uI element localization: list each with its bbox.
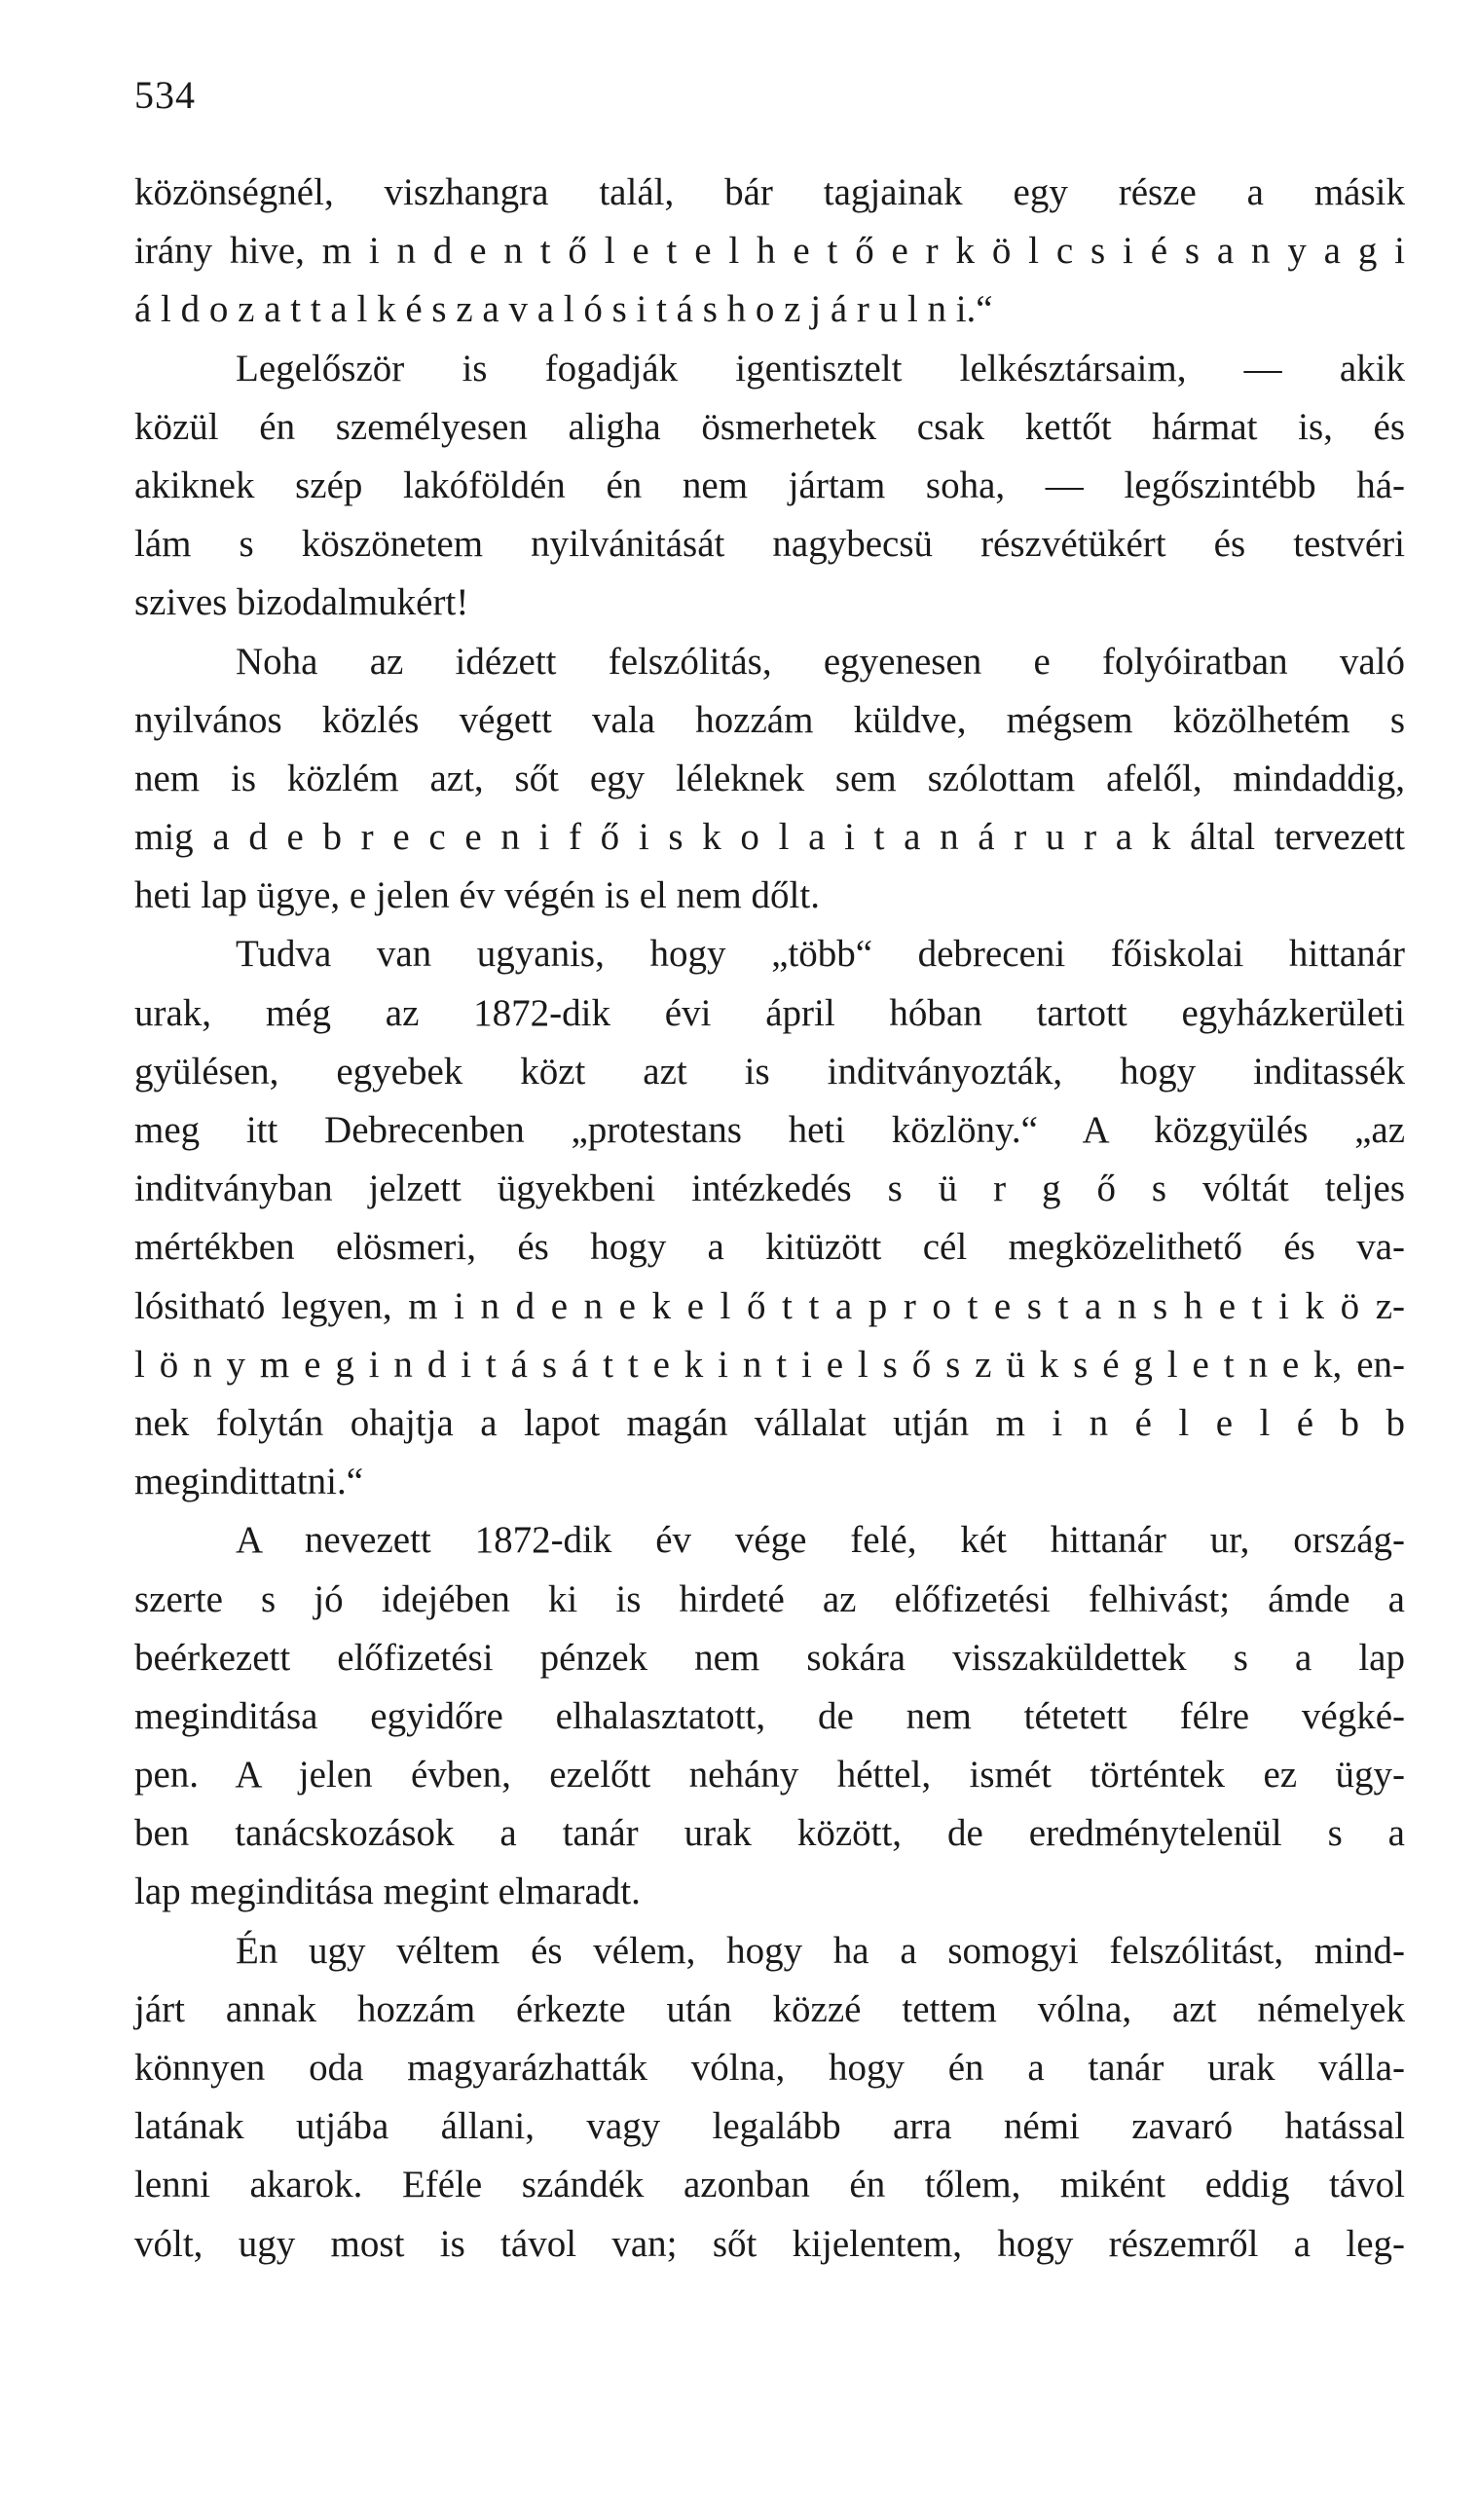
- paragraph-first-line: Legelőször is fogadják igentisztelt lelkésztársaim, — akik: [236, 347, 1405, 389]
- text-line: meginditása egyidőre elhalasztatott, de nem tétetett félre végké-: [134, 1694, 1405, 1737]
- text-line: járt annak hozzám érkezte után közzé tettem vólna, azt némelyek: [134, 1987, 1405, 2030]
- body-text: [134, 164, 1405, 2274]
- text-line: szerte s jó idejében ki is hirdeté az előfizetési felhivást; ámde a: [134, 1577, 1405, 1620]
- text-line: inditványban jelzett ügyekbeni intézkedés s ü r g ő s vóltát teljes: [134, 1167, 1405, 1210]
- text-line: lám s köszönetem nyilvánitását nagybecsü részvétükért és testvéri: [134, 523, 1405, 566]
- text-line: meg itt Debrecenben „protestans heti közlöny.“ A közgyülés „az: [134, 1109, 1405, 1151]
- paragraph-first-line: Én ugy véltem és vélem, hogy ha a somogyi felszólitást, mind-: [236, 1929, 1405, 1972]
- text-line: megindittatni.“: [134, 1461, 364, 1503]
- text-line: nek folytán ohajtja a lapot magán vállalat utján m i n é l e l é b b: [134, 1401, 1405, 1444]
- text-line: l ö n y m e g i n d i t á s á t t e k i n t i e l s ő s z ü k s é g l e t n e k, en-: [134, 1343, 1405, 1386]
- text-line: gyülésen, egyebek közt azt is inditványozták, hogy inditassék: [134, 1050, 1405, 1093]
- text-line: szives bizodalmukért!: [134, 581, 469, 624]
- paragraph-first-line: A nevezett 1872-dik év vége felé, két hittanár ur, ország-: [236, 1519, 1405, 1562]
- paragraph-first-line: Tudva van ugyanis, hogy „több“ debreceni főiskolai hittanár: [236, 933, 1405, 976]
- text-line: urak, még az 1872-dik évi ápril hóban tartott egyházkerületi: [134, 991, 1405, 1034]
- text-line: heti lap ügye, e jelen év végén is el nem dőlt.: [134, 874, 820, 917]
- text-line: akiknek szép lakóföldén én nem jártam soha, — legőszintébb há-: [134, 463, 1405, 506]
- text-line: könnyen oda magyarázhatták vólna, hogy én a tanár urak válla-: [134, 2047, 1405, 2089]
- page-number: 534: [134, 73, 196, 117]
- text-line: közül én személyesen aligha ösmerhetek csak kettőt hármat is, és: [134, 405, 1405, 448]
- text-line: lósitható legyen, m i n d e n e k e l ő t t a p r o t e s t a n s h e t i k ö z-: [134, 1284, 1405, 1327]
- text-line: beérkezett előfizetési pénzek nem sokára visszaküldettek s a lap: [134, 1636, 1405, 1679]
- text-line: irány hive, m i n d e n t ő l e t e l h e t ő e r k ö l c s i é s a n y a g i: [134, 230, 1405, 273]
- paragraph-first-line: Noha az idézett felszólitás, egyenesen e folyóiratban való: [236, 640, 1405, 683]
- text-line: mértékben elösmeri, és hogy a kitüzött cél megközelithető és va-: [134, 1226, 1405, 1269]
- text-line: lap meginditása megint elmaradt.: [134, 1871, 641, 1913]
- text-line: mig a d e b r e c e n i f ő i s k o l a i t a n á r u r a k által tervezett: [134, 816, 1405, 859]
- text-line: nem is közlém azt, sőt egy léleknek sem szólottam afelől, mindaddig,: [134, 757, 1405, 799]
- text-line: vólt, ugy most is távol van; sőt kijelentem, hogy részemről a leg-: [134, 2222, 1405, 2265]
- text-line: á l d o z a t t a l k é s z a v a l ó s i t á s h o z j á r u l n i.“: [134, 288, 993, 331]
- text-line: ben tanácskozások a tanár urak között, de eredménytelenül s a: [134, 1812, 1405, 1855]
- text-line: lenni akarok. Eféle szándék azonban én tőlem, miként eddig távol: [134, 2164, 1405, 2206]
- text-line: nyilvános közlés végett vala hozzám küldve, mégsem közölhetém s: [134, 698, 1405, 741]
- text-line: latának utjába állani, vagy legalább arra némi zavaró hatással: [134, 2105, 1405, 2148]
- text-line: közönségnél, viszhangra talál, bár tagjainak egy része a másik: [134, 171, 1405, 213]
- text-line: pen. A jelen évben, ezelőtt nehány héttel, ismét történtek ez ügy-: [134, 1754, 1405, 1797]
